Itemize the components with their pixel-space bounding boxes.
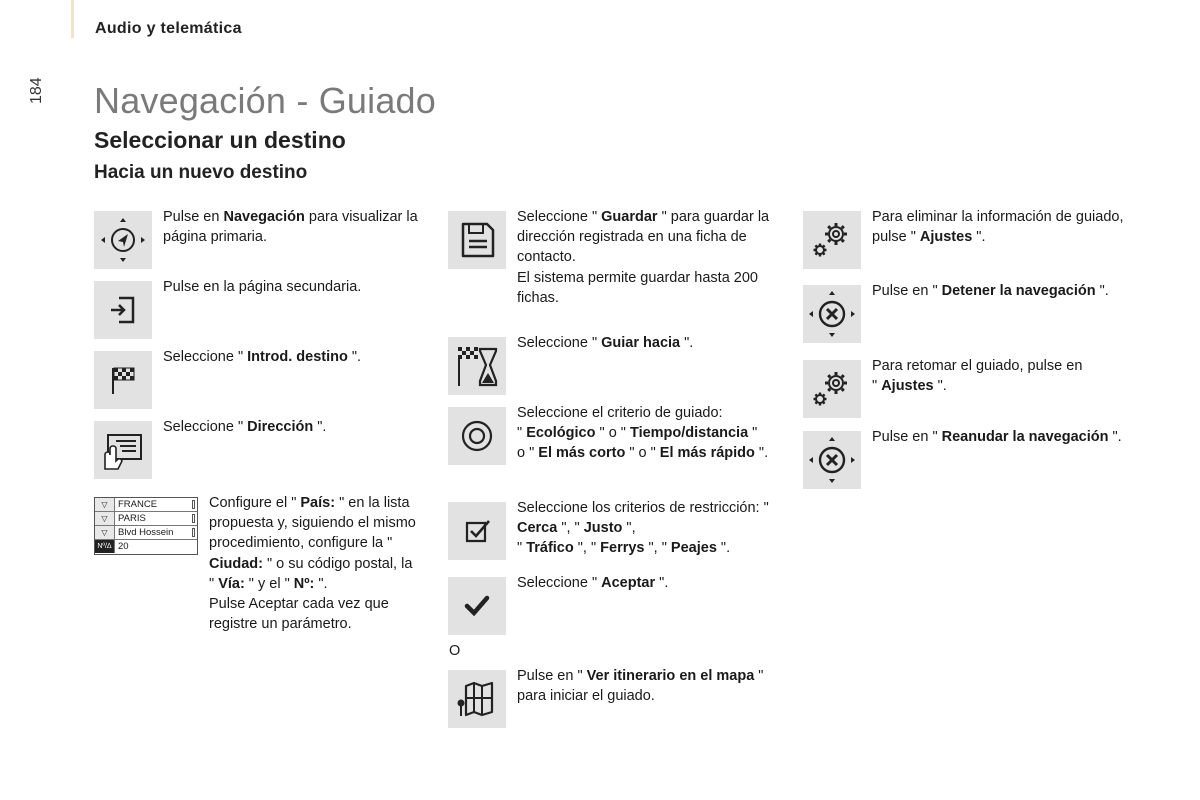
- checkbox-icon: [448, 502, 506, 560]
- row-end-marker: [192, 500, 195, 509]
- step-save-text: [517, 207, 782, 308]
- emphasis-text: El más corto: [538, 445, 626, 462]
- section-subsubtitle: Hacia un nuevo destino: [94, 162, 308, 183]
- step-guide-text: [517, 333, 782, 353]
- body-text: " para guardar la dirección registrada en una ficha de contacto. El sistema permite guardar hasta 200 fichas.: [517, 209, 770, 306]
- body-text: Configure el ": [209, 495, 301, 511]
- stop-navigation-icon: [803, 285, 861, 343]
- body-text: Seleccione ": [517, 575, 602, 591]
- page-title: Navegación - Guiado: [94, 80, 437, 121]
- body-text: Para retomar el guiado, pulse en ": [872, 358, 1083, 395]
- accent-bar: [71, 0, 74, 38]
- body-text: ".: [754, 445, 769, 462]
- body-text: ", ": [557, 520, 584, 537]
- step-criteria-text: [517, 403, 792, 464]
- guide-to-icon: [448, 337, 506, 395]
- body-text: " o ": [595, 425, 630, 442]
- settings-gears-icon: [803, 211, 861, 269]
- step-map-text: [517, 666, 782, 706]
- body-text: " o su código postal, la ": [209, 555, 417, 592]
- emphasis-text: Introd. destino: [247, 349, 348, 365]
- body-text: ". Pulse Aceptar cada vez que registre un parámetro.: [209, 575, 389, 633]
- emphasis-text: Detener la navegación: [941, 283, 1096, 299]
- resume-navigation-icon: [803, 431, 861, 489]
- table-cell: 20: [118, 541, 129, 552]
- body-text: ".: [347, 349, 362, 365]
- dropdown-arrow-icon: ▽: [95, 526, 115, 539]
- body-text: Pulse en ": [872, 283, 942, 299]
- body-text: Seleccione ": [517, 335, 602, 351]
- emphasis-text: Ver itinerario en el mapa: [586, 668, 755, 684]
- emphasis-text: País:: [300, 495, 336, 511]
- emphasis-text: Ajustes: [881, 378, 934, 395]
- emphasis-text: Nº:: [293, 575, 315, 592]
- step-settings-resume-text: [872, 356, 1137, 396]
- table-row: [95, 526, 197, 540]
- dropdown-arrow-icon: ▽: [95, 512, 115, 525]
- body-text: ", ": [573, 540, 601, 557]
- body-text: Pulse en: [163, 209, 224, 225]
- emphasis-text: Guardar: [601, 209, 658, 225]
- address-card-icon: [94, 421, 152, 479]
- emphasis-text: Guiar hacia: [601, 335, 681, 351]
- body-text: Para eliminar la información de guiado, pulse ": [872, 209, 1128, 246]
- emphasis-text: Navegación: [223, 209, 305, 225]
- step-resume-text: [872, 427, 1162, 447]
- body-text: ".: [655, 575, 669, 591]
- emphasis-text: Peajes: [670, 540, 717, 557]
- body-text: Seleccione los criterios de restricción: ": [517, 500, 773, 516]
- body-text: Pulse en ": [872, 429, 942, 445]
- body-text: ".: [933, 378, 947, 395]
- body-text: Pulse en la página secundaria.: [163, 279, 362, 295]
- number-marker: Nº/Δ: [95, 540, 115, 553]
- section-subtitle: Seleccionar un destino: [94, 127, 346, 153]
- table-row: [95, 540, 197, 554]
- row-end-marker: [192, 528, 195, 537]
- emphasis-text: Reanudar la navegación: [941, 429, 1109, 445]
- step-secondary-text: [163, 277, 428, 297]
- body-text: ".: [680, 335, 694, 351]
- table-cell: FRANCE: [118, 499, 158, 510]
- map-itinerary-icon: [448, 670, 506, 728]
- dropdown-arrow-icon: ▽: [95, 498, 115, 511]
- table-row: [95, 498, 197, 512]
- or-label: O: [449, 643, 461, 659]
- emphasis-text: Tráfico: [526, 540, 574, 557]
- emphasis-text: Aceptar: [601, 575, 656, 591]
- emphasis-text: El más rápido: [659, 445, 755, 462]
- body-text: Seleccione ": [163, 349, 248, 365]
- table-row: [95, 512, 197, 526]
- save-icon: [448, 211, 506, 269]
- body-text: Seleccione ": [163, 419, 248, 435]
- body-text: ", ": [644, 540, 671, 557]
- body-text: " o ": [625, 445, 660, 462]
- secondary-page-icon: [94, 281, 152, 339]
- navigation-icon: [94, 211, 152, 269]
- step-address-text: [163, 417, 428, 437]
- destination-flag-icon: [94, 351, 152, 409]
- body-text: ", ": [517, 520, 636, 557]
- body-text: ".: [716, 540, 731, 557]
- body-text: Seleccione el criterio de guiado: ": [517, 405, 723, 442]
- step-settings-remove-text: [872, 207, 1137, 247]
- step-restriction-text: [517, 498, 782, 559]
- table-cell: PARIS: [118, 513, 146, 524]
- row-end-marker: [192, 514, 195, 523]
- emphasis-text: Dirección: [247, 419, 314, 435]
- settings-gears-icon: [803, 360, 861, 418]
- step-address-form-text: [209, 493, 419, 634]
- emphasis-text: Ecológico: [526, 425, 596, 442]
- emphasis-text: Ajustes: [919, 229, 973, 246]
- page-number: 184: [28, 77, 45, 104]
- body-text: para visualizar la página primaria.: [163, 209, 422, 246]
- body-text: " y el ": [244, 575, 294, 592]
- step-navigation-text: [163, 207, 428, 247]
- body-text: Seleccione ": [517, 209, 602, 225]
- body-text: ".: [313, 419, 327, 435]
- emphasis-text: Justo: [583, 520, 623, 537]
- emphasis-text: Ferrys: [600, 540, 645, 557]
- body-text: " para iniciar el guiado.: [517, 668, 768, 705]
- emphasis-text: Tiempo/distancia: [629, 425, 749, 442]
- step-stop-text: [872, 281, 1162, 301]
- address-form-table: [94, 497, 198, 555]
- checkmark-icon: [448, 577, 506, 635]
- body-text: ".: [1108, 429, 1122, 445]
- body-text: " en la lista propuesta y, siguiendo el mismo procedimiento, configure la ": [209, 495, 420, 552]
- body-text: Pulse en ": [517, 668, 587, 684]
- body-text: ".: [972, 229, 986, 246]
- step-destination-text: [163, 347, 428, 367]
- table-cell: Blvd Hossein: [118, 527, 174, 538]
- emphasis-text: Ciudad:: [209, 555, 263, 572]
- section-label: Audio y telemática: [95, 20, 242, 37]
- route-criteria-icon: [448, 407, 506, 465]
- step-accept-text: [517, 573, 782, 593]
- emphasis-text: Vía:: [218, 575, 245, 592]
- emphasis-text: Cerca: [517, 520, 558, 537]
- body-text: ".: [1095, 283, 1109, 299]
- body-text: " o ": [517, 425, 758, 462]
